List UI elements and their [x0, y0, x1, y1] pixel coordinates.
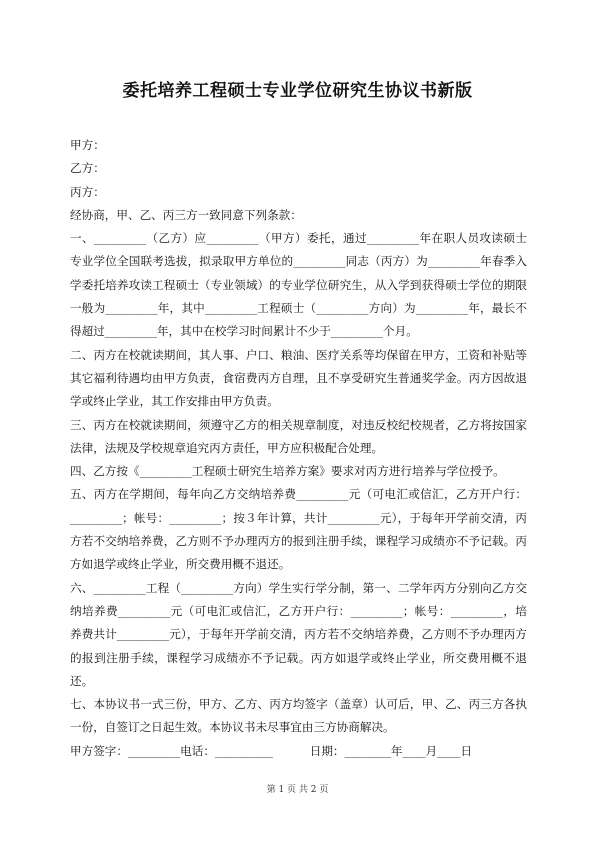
clause-1: 一、_________（乙方）应_________（甲方）委托，通过_________年在职人员攻读硕士专业学位全国联考选拔，拟录取甲方单位的_________同志（丙方）为_________年春季入学委托培养攻读工程硕士（专业领域）的专业学位研究生，从入学到获得硕士学位的期限一般为_________年，其中_________工程硕士（_________方向）为_________年，最长不得超过_________年，其中在校学习时间累计不少于_________个月。: [70, 231, 527, 339]
clause-7: 七、本协议书一式三份，甲方、乙方、丙方均签字（盖章）认可后，甲、乙、丙三方各执一份，自签订之日起生效。本协议书未尽事宜由三方协商解决。: [70, 697, 527, 735]
clause-4: 四、乙方按《_________工程硕士研究生培养方案》要求对丙方进行培养与学位授予。: [70, 464, 505, 479]
party-c-line: 丙方：: [70, 184, 105, 199]
party-a-line: 甲方：: [70, 138, 105, 152]
intro-line: 经协商，甲、乙、丙三方一致同意下列条款：: [70, 207, 302, 222]
page-footer: 第 1 页 共 2 页: [266, 785, 329, 795]
clause-6: 六、_________工程（_________方向）学生实行学分制，第一、二学年丙方分别向乙方交纳培养费_________元（可电汇或信汇，乙方开户行：_________；帐号：_________，培养费共计_________元），于每年开学前交清，丙方若不交纳培养费，乙方则不予办理丙方的报到注册手续，课程学习成绩亦不予记载。丙方如退学或终止学业，所交费用概不退还。: [70, 580, 527, 688]
clause-2: 二、丙方在校就读期间，其人事、户口、粮油、医疗关系等均保留在甲方，工资和补贴等其它福利待遇均由甲方负责，食宿费丙方自理，且不享受研究生普通奖学金。丙方因故退学或终止学业，其工作安排由甲方负责。: [70, 347, 527, 409]
signature-line: 甲方签字：_________电话：__________ 日期：________年____月____日: [70, 743, 473, 758]
party-b-line: 乙方：: [70, 161, 105, 176]
clause-3: 三、丙方在校就读期间，须遵守乙方的相关规章制度，对违反校纪校规者，乙方将按国家法律，法规及学校规章追究丙方责任，甲方应积极配合处理。: [70, 417, 527, 455]
clause-5: 五、丙方在学期间，每年向乙方交纳培养费_________元（可电汇或信汇，乙方开户行：_________；帐号：_________；按３年计算，共计_________元），于每年开学前交清，丙方若不交纳培养费，乙方则不予办理丙方的报到注册手续，课程学习成绩亦不予记载。丙方如退学或终止学业，所交费用概不退还。: [70, 487, 527, 572]
document-body: [70, 134, 527, 763]
document-title: 委托培养工程硕士专业学位研究生协议书新版: [122, 81, 473, 101]
